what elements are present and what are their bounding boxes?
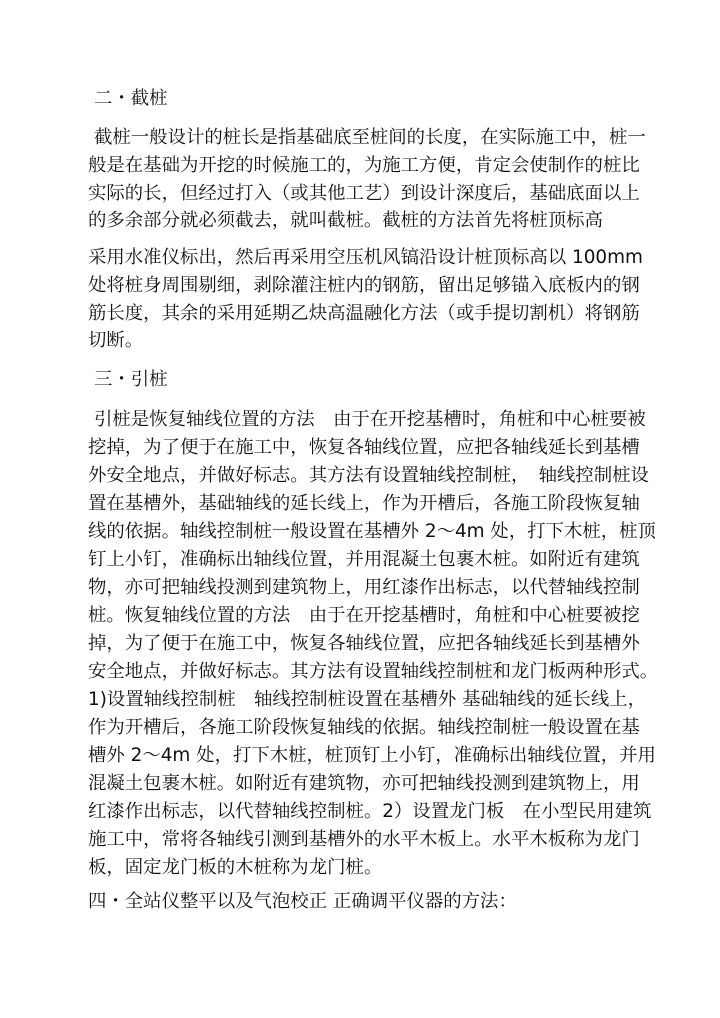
paragraph-line: 外安全地点，并做好标志。其方法有设置轴线控制桩， 轴线控制桩设 bbox=[88, 465, 649, 486]
paragraph-line: 筋长度，其余的采用延期乙炔高温融化方法（或手提切割机）将钢筋 bbox=[88, 303, 640, 324]
paragraph-line: 处将桩身周围剔细，剥除灌注桩内的钢筋，留出足够锚入底板内的钢 bbox=[88, 275, 640, 296]
paragraph-line: 槽外 2～4m 处，打下木桩，桩顶钉上小钉，准确标出轴线位置，并用 bbox=[88, 745, 656, 766]
paragraph-line: 混凝土包裹木桩。如附近有建筑物，亦可把轴线投测到建筑物上，用 bbox=[88, 773, 640, 794]
paragraph-line: 采用水准仪标出，然后再采用空压机风镐沿设计桩顶标高以 100mm bbox=[88, 247, 643, 268]
paragraph-line: 截桩一般设计的桩长是指基础底至桩间的长度，在实际施工中，桩一 bbox=[94, 127, 646, 148]
paragraph-line: 钉上小钉，准确标出轴线位置，并用混凝土包裹木桩。如附近有建筑 bbox=[88, 549, 640, 570]
section-heading: 四・全站仪整平以及气泡校正 正确调平仪器的方法： bbox=[88, 891, 517, 912]
paragraph-line: 1)设置轴线控制桩 轴线控制桩设置在基槽外 基础轴线的延长线上， bbox=[88, 689, 647, 710]
paragraph-line: 引桩是恢复轴线位置的方法 由于在开挖基槽时，角桩和中心桩要被 bbox=[94, 409, 646, 430]
paragraph-line: 掉，为了便于在施工中，恢复各轴线位置，应把各轴线延长到基槽外 bbox=[88, 633, 640, 654]
paragraph-line: 作为开槽后，各施工阶段恢复轴线的依据。轴线控制桩一般设置在基 bbox=[88, 717, 640, 738]
paragraph-line: 的多余部分就必须截去，就叫截桩。截桩的方法首先将桩顶标高 bbox=[88, 210, 603, 231]
paragraph-line: 物，亦可把轴线投测到建筑物上，用红漆作出标志，以代替轴线控制 bbox=[88, 577, 640, 598]
paragraph-line: 切断。 bbox=[88, 330, 144, 351]
paragraph-line: 施工中，常将各轴线引测到基槽外的水平木板上。水平木板称为龙门 bbox=[88, 829, 640, 850]
section-heading: 三・引桩 bbox=[94, 369, 168, 390]
paragraph-line: 挖掉，为了便于在施工中，恢复各轴线位置，应把各轴线延长到基槽 bbox=[88, 437, 640, 458]
paragraph-line: 置在基槽外，基础轴线的延长线上，作为开槽后，各施工阶段恢复轴 bbox=[88, 493, 640, 514]
paragraph-line: 线的依据。轴线控制桩一般设置在基槽外 2～4m 处，打下木桩，桩顶 bbox=[88, 521, 656, 542]
paragraph-line: 桩。恢复轴线位置的方法 由于在开挖基槽时，角桩和中心桩要被挖 bbox=[88, 605, 640, 626]
section-heading: 二・截桩 bbox=[94, 88, 168, 109]
paragraph-line: 安全地点，并做好标志。其方法有设置轴线控制桩和龙门板两种形式。 bbox=[88, 661, 659, 682]
paragraph-line: 实际的长，但经过打入（或其他工艺）到设计深度后，基础底面以上 bbox=[88, 183, 640, 204]
paragraph-line: 红漆作出标志，以代替轴线控制桩。2）设置龙门板 在小型民用建筑 bbox=[88, 801, 652, 822]
paragraph-line: 板，固定龙门板的木桩称为龙门桩。 bbox=[88, 857, 383, 878]
paragraph-line: 般是在基础为开挖的时候施工的，为施工方便，肯定会使制作的桩比 bbox=[88, 155, 640, 176]
